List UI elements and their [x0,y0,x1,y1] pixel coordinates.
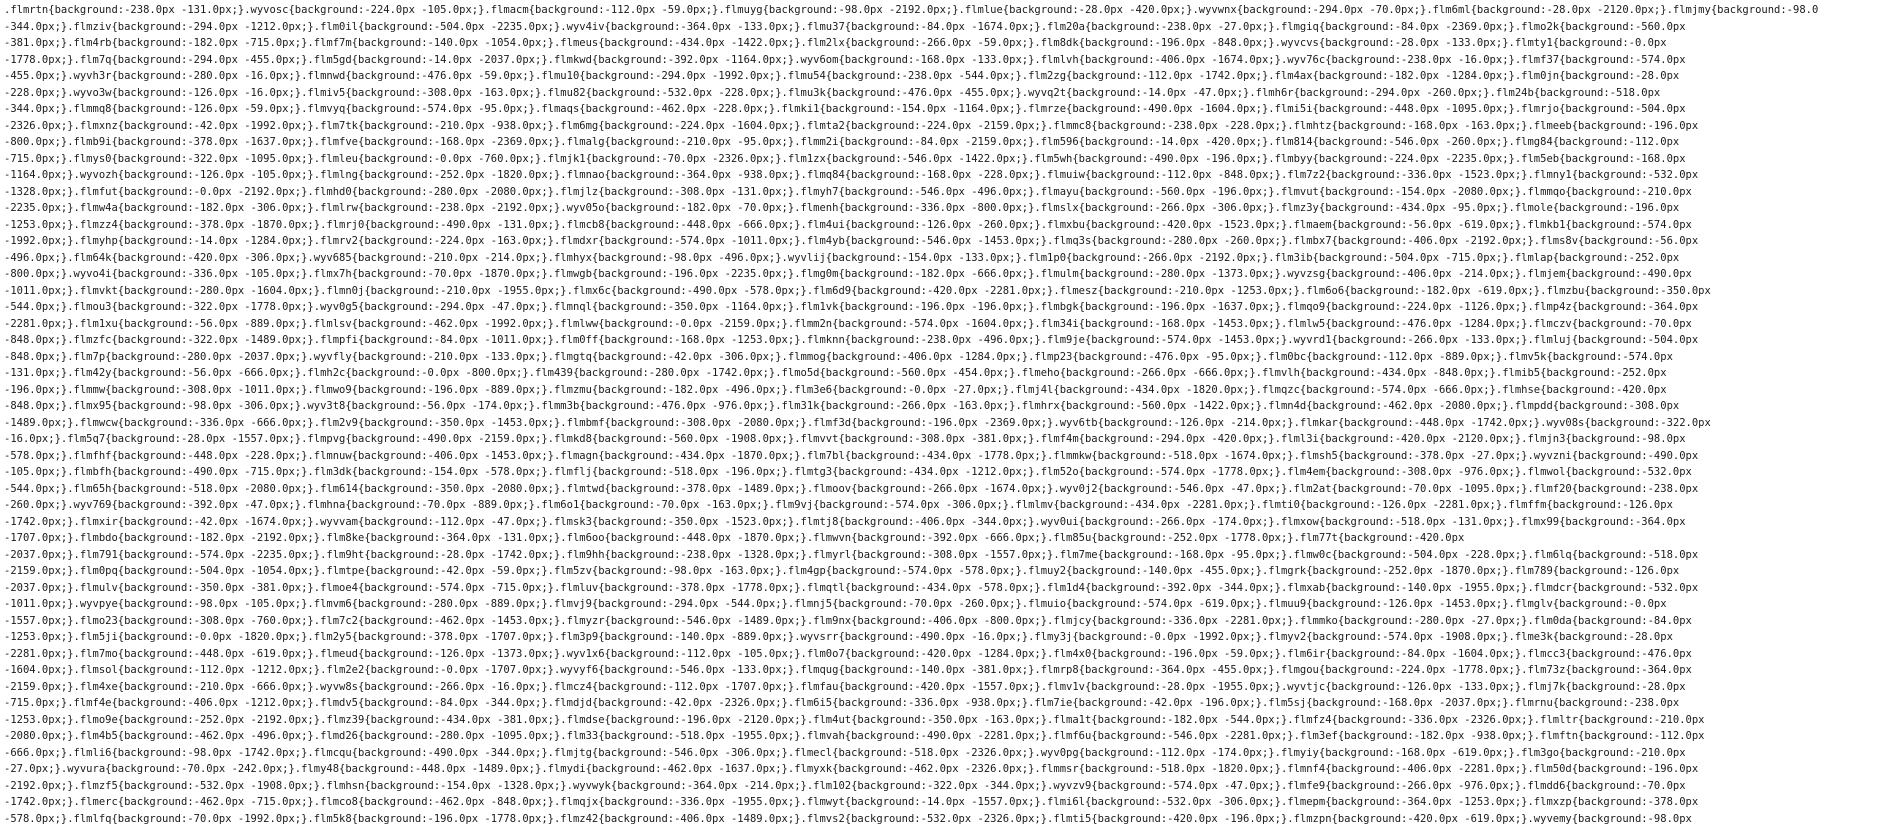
code-line: -131.0px;}.flm42y{background:-56.0px -666.0px;}.flmh2c{background:-0.0px -800.0px;}.flm439{background:-280.0px -1742.0px;}.flmo5d{background:-560.0px -454.0px;}.flmeho{background:-266.0px -666.0px;}.flmvlh{background:-434.0px -848.0px;}.flmib5{background:-252.0px [4,365,1878,382]
code-line: -1489.0px;}.flmwcw{background:-336.0px -666.0px;}.flm2v9{background:-350.0px -1453.0px;}.flmbmf{background:-308.0px -2080.0px;}.flmf3d{background:-196.0px -2369.0px;}.wyv6tb{background:-126.0px -214.0px;}.flmkar{background:-448.0px -1742.0px;}.wyv08s{background:-322.0px [4,415,1878,432]
code-line: -544.0px;}.flm65h{background:-518.0px -2080.0px;}.flm614{background:-350.0px -2080.0px;}.flmtwd{background:-378.0px -1489.0px;}.flmoov{background:-266.0px -1674.0px;}.wyv0j2{background:-546.0px -47.0px;}.flm2at{background:-70.0px -1095.0px;}.flmf20{background:-238.0px [4,481,1878,498]
code-line: -496.0px;}.flm64k{background:-420.0px -306.0px;}.wyv685{background:-210.0px -214.0px;}.flmhyx{background:-98.0px -496.0px;}.wyvlij{background:-154.0px -133.0px;}.flm1p0{background:-266.0px -2192.0px;}.flm3ib{background:-504.0px -715.0px;}.flmlap{background:-252.0px [4,250,1878,267]
code-line: -1253.0px;}.flmzz4{background:-378.0px -1870.0px;}.flmrj0{background:-490.0px -131.0px;}.flmcb8{background:-448.0px -666.0px;}.flm4ui{background:-126.0px -260.0px;}.flmxbu{background:-420.0px -1523.0px;}.flmaem{background:-56.0px -619.0px;}.flmkb1{background:-574.0px [4,217,1878,234]
code-line: -344.0px;}.flmziv{background:-294.0px -1212.0px;}.flm0il{background:-504.0px -2235.0px;}.wyv4iv{background:-364.0px -133.0px;}.flmu37{background:-84.0px -1674.0px;}.flm20a{background:-238.0px -27.0px;}.flmgiq{background:-84.0px -2369.0px;}.flmo2k{background:-560.0px [4,19,1878,36]
code-line: -578.0px;}.flmlfq{background:-70.0px -1992.0px;}.flm5k8{background:-196.0px -1778.0px;}.flmz42{background:-406.0px -1489.0px;}.flmvs2{background:-532.0px -2326.0px;}.flmti5{background:-420.0px -196.0px;}.flmzpn{background:-420.0px -619.0px;}.wyvemy{background:-98.0px [4,811,1878,827]
code-line: -1011.0px;}.wyvpye{background:-98.0px -105.0px;}.flmvm6{background:-280.0px -889.0px;}.flmvj9{background:-294.0px -544.0px;}.flmnj5{background:-70.0px -260.0px;}.flmuio{background:-574.0px -619.0px;}.flmuu9{background:-126.0px -1453.0px;}.flmglv{background:-0.0px [4,596,1878,613]
code-line: -260.0px;}.wyv769{background:-392.0px -47.0px;}.flmhna{background:-70.0px -889.0px;}.flm6o1{background:-70.0px -163.0px;}.flm9vj{background:-574.0px -306.0px;}.flmlmv{background:-434.0px -2281.0px;}.flmti0{background:-126.0px -2281.0px;}.flmffm{background:-126.0px [4,497,1878,514]
code-line: -578.0px;}.flmfhf{background:-448.0px -228.0px;}.flmnuw{background:-406.0px -1453.0px;}.flmagn{background:-434.0px -1870.0px;}.flm7bl{background:-434.0px -1778.0px;}.flmmkw{background:-518.0px -1674.0px;}.flmsh5{background:-378.0px -27.0px;}.wyvzni{background:-490.0px [4,448,1878,465]
code-line: -2037.0px;}.flm791{background:-574.0px -2235.0px;}.flm9ht{background:-28.0px -1742.0px;}.flm9hh{background:-238.0px -1328.0px;}.flmyrl{background:-308.0px -1557.0px;}.flm7me{background:-168.0px -95.0px;}.flmw0c{background:-504.0px -228.0px;}.flm6lq{background:-518.0px [4,547,1878,564]
code-line: -800.0px;}.flmb9i{background:-378.0px -1637.0px;}.flmfve{background:-168.0px -2369.0px;}.flmalg{background:-210.0px -95.0px;}.flmm2i{background:-84.0px -2159.0px;}.flm596{background:-14.0px -420.0px;}.flm814{background:-546.0px -260.0px;}.flmg84{background:-112.0px [4,134,1878,151]
code-line: -2281.0px;}.flm1xu{background:-56.0px -889.0px;}.flmlsv{background:-462.0px -1992.0px;}.flmlww{background:-0.0px -2159.0px;}.flmm2n{background:-574.0px -1604.0px;}.flm34i{background:-168.0px -1453.0px;}.flmlw5{background:-476.0px -1284.0px;}.flmczv{background:-70.0px [4,316,1878,333]
code-line: -848.0px;}.flm7p{background:-280.0px -2037.0px;}.wyvfly{background:-210.0px -133.0px;}.flmgtq{background:-42.0px -306.0px;}.flmmog{background:-406.0px -1284.0px;}.flmp23{background:-476.0px -95.0px;}.flm0bc{background:-112.0px -889.0px;}.flmv5k{background:-574.0px [4,349,1878,366]
code-line: -2281.0px;}.flm7mo{background:-448.0px -619.0px;}.flmeud{background:-126.0px -1373.0px;}.wyv1x6{background:-112.0px -105.0px;}.flm0o7{background:-420.0px -1284.0px;}.flm4x0{background:-196.0px -59.0px;}.flm6ir{background:-84.0px -1604.0px;}.flmcc3{background:-476.0px [4,646,1878,663]
code-line: -455.0px;}.wyvh3r{background:-280.0px -16.0px;}.flmnwd{background:-476.0px -59.0px;}.flmu10{background:-294.0px -1992.0px;}.flmu54{background:-238.0px -544.0px;}.flm2zg{background:-112.0px -1742.0px;}.flm4ax{background:-182.0px -1284.0px;}.flm0jn{background:-28.0px [4,68,1878,85]
code-line: -1253.0px;}.flm5ji{background:-0.0px -1820.0px;}.flm2y5{background:-378.0px -1707.0px;}.flm3p9{background:-140.0px -889.0px;}.wyvsrr{background:-490.0px -16.0px;}.flmy3j{background:-0.0px -1992.0px;}.flmyv2{background:-574.0px -1908.0px;}.flme3k{background:-28.0px [4,629,1878,646]
code-line: -800.0px;}.wyvo4i{background:-336.0px -105.0px;}.flmx7h{background:-70.0px -1870.0px;}.flmwgb{background:-196.0px -2235.0px;}.flmg0m{background:-182.0px -666.0px;}.flmulm{background:-280.0px -1373.0px;}.wyvzsg{background:-406.0px -214.0px;}.flmjem{background:-490.0px [4,266,1878,283]
code-line: -2326.0px;}.flmxnz{background:-42.0px -1992.0px;}.flm7tk{background:-210.0px -938.0px;}.flm6mg{background:-224.0px -1604.0px;}.flmta2{background:-224.0px -2159.0px;}.flmmc8{background:-238.0px -228.0px;}.flmhtz{background:-168.0px -163.0px;}.flmeeb{background:-196.0px [4,118,1878,135]
code-line: -544.0px;}.flmou3{background:-322.0px -1778.0px;}.wyv0g5{background:-294.0px -47.0px;}.flmnql{background:-350.0px -1164.0px;}.flm1vk{background:-196.0px -196.0px;}.flmbgk{background:-196.0px -1637.0px;}.flmqo9{background:-224.0px -1126.0px;}.flmp4z{background:-364.0px [4,299,1878,316]
code-line: -2235.0px;}.flmw4a{background:-182.0px -306.0px;}.flmlrw{background:-238.0px -2192.0px;}.wyv05o{background:-182.0px -70.0px;}.flmenh{background:-336.0px -800.0px;}.flmslx{background:-266.0px -306.0px;}.flmz3y{background:-434.0px -95.0px;}.flmole{background:-196.0px [4,200,1878,217]
code-line: -2080.0px;}.flm4b5{background:-462.0px -496.0px;}.flmd26{background:-280.0px -1095.0px;}.flm33{background:-518.0px -1955.0px;}.flmvah{background:-490.0px -2281.0px;}.flmf6u{background:-546.0px -2281.0px;}.flm3ef{background:-182.0px -938.0px;}.flmftn{background:-112.0px [4,728,1878,745]
code-line: -715.0px;}.flmf4e{background:-406.0px -1212.0px;}.flmdv5{background:-84.0px -344.0px;}.flmdjd{background:-42.0px -2326.0px;}.flm6i5{background:-336.0px -938.0px;}.flm7ie{background:-42.0px -196.0px;}.flm5sj{background:-168.0px -2037.0px;}.flmrnu{background:-238.0px [4,695,1878,712]
code-line: -1604.0px;}.flmsol{background:-112.0px -1212.0px;}.flm2e2{background:-0.0px -1707.0px;}.wyvyf6{background:-546.0px -133.0px;}.flmqug{background:-140.0px -381.0px;}.flmrp8{background:-364.0px -455.0px;}.flmgou{background:-224.0px -1778.0px;}.flm73z{background:-364.0px [4,662,1878,679]
code-line: -2159.0px;}.flm4xe{background:-210.0px -666.0px;}.wyvw8s{background:-266.0px -16.0px;}.flmcz4{background:-112.0px -1707.0px;}.flmfau{background:-420.0px -1557.0px;}.flmv1v{background:-28.0px -1955.0px;}.wyvtjc{background:-126.0px -133.0px;}.flmj7k{background:-28.0px [4,679,1878,696]
code-line: -105.0px;}.flmbfh{background:-490.0px -715.0px;}.flm3dk{background:-154.0px -578.0px;}.flmflj{background:-518.0px -196.0px;}.flmtg3{background:-434.0px -1212.0px;}.flm52o{background:-574.0px -1778.0px;}.flm4em{background:-308.0px -976.0px;}.flmwol{background:-532.0px [4,464,1878,481]
code-line: -848.0px;}.flmx95{background:-98.0px -306.0px;}.wyv3t8{background:-56.0px -174.0px;}.flmm3b{background:-476.0px -976.0px;}.flm31k{background:-266.0px -163.0px;}.flmhrx{background:-560.0px -1422.0px;}.flmn4d{background:-462.0px -2080.0px;}.flmpdd{background:-308.0px [4,398,1878,415]
code-line: -381.0px;}.flm4rb{background:-182.0px -715.0px;}.flmf7m{background:-140.0px -1054.0px;}.flmeus{background:-434.0px -1422.0px;}.flm2lx{background:-266.0px -59.0px;}.flm8dk{background:-196.0px -848.0px;}.wyvcvs{background:-28.0px -133.0px;}.flmty1{background:-0.0px [4,35,1878,52]
code-line: .flmrtn{background:-238.0px -131.0px;}.wyvosc{background:-224.0px -105.0px;}.flmacm{background:-112.0px -59.0px;}.flmuyg{background:-98.0px -2192.0px;}.flmlue{background:-28.0px -420.0px;}.wyvwnx{background:-294.0px -70.0px;}.flm6ml{background:-28.0px -2120.0px;}.flmjmy{background:-98.0 [4,2,1878,19]
code-line: -715.0px;}.flmys0{background:-322.0px -1095.0px;}.flmleu{background:-0.0px -760.0px;}.flmjk1{background:-70.0px -2326.0px;}.flm1zx{background:-546.0px -1422.0px;}.flm5wh{background:-490.0px -196.0px;}.flmbyy{background:-224.0px -2235.0px;}.flm5eb{background:-168.0px [4,151,1878,168]
code-line: -344.0px;}.flmmq8{background:-126.0px -59.0px;}.flmvyq{background:-574.0px -95.0px;}.flmaqs{background:-462.0px -228.0px;}.flmki1{background:-154.0px -1164.0px;}.flmrze{background:-490.0px -1604.0px;}.flmi5i{background:-448.0px -1095.0px;}.flmrjo{background:-504.0px [4,101,1878,118]
code-line: -27.0px;}.wyvura{background:-70.0px -242.0px;}.flmy48{background:-448.0px -1489.0px;}.flmydi{background:-462.0px -1637.0px;}.flmyxk{background:-462.0px -2326.0px;}.flmmsr{background:-518.0px -1820.0px;}.flmnf4{background:-406.0px -2281.0px;}.flm50d{background:-196.0px [4,761,1878,778]
code-line: -228.0px;}.wyvo3w{background:-126.0px -16.0px;}.flmiv5{background:-308.0px -163.0px;}.flmu82{background:-532.0px -228.0px;}.flmu3k{background:-476.0px -455.0px;}.wyvq2t{background:-14.0px -47.0px;}.flmh6r{background:-294.0px -260.0px;}.flm24b{background:-518.0px [4,85,1878,102]
code-line: -1011.0px;}.flmvkt{background:-280.0px -1604.0px;}.flmn0j{background:-210.0px -1955.0px;}.flmx6c{background:-490.0px -578.0px;}.flm6d9{background:-420.0px -2281.0px;}.flmesz{background:-210.0px -1253.0px;}.flm6o6{background:-182.0px -619.0px;}.flmzbu{background:-350.0px [4,283,1878,300]
code-line: -16.0px;}.flm5q7{background:-28.0px -1557.0px;}.flmpvg{background:-490.0px -2159.0px;}.flmkd8{background:-560.0px -1908.0px;}.flmvvt{background:-308.0px -381.0px;}.flmf4m{background:-294.0px -420.0px;}.flml3i{background:-420.0px -2120.0px;}.flmjn3{background:-98.0px [4,431,1878,448]
code-line: -1742.0px;}.flmerc{background:-462.0px -715.0px;}.flmco8{background:-462.0px -848.0px;}.flmqjx{background:-336.0px -1955.0px;}.flmwyt{background:-14.0px -1557.0px;}.flmi6l{background:-532.0px -306.0px;}.flmepm{background:-364.0px -1253.0px;}.flmxzp{background:-378.0px [4,794,1878,811]
code-line: -1778.0px;}.flm7q{background:-294.0px -455.0px;}.flm5gd{background:-14.0px -2037.0px;}.flmkwd{background:-392.0px -1164.0px;}.wyv6om{background:-168.0px -133.0px;}.flmlvh{background:-406.0px -1674.0px;}.wyv76c{background:-238.0px -16.0px;}.flmf37{background:-574.0px [4,52,1878,69]
code-line: -1328.0px;}.flmfut{background:-0.0px -2192.0px;}.flmhd0{background:-280.0px -2080.0px;}.flmjlz{background:-308.0px -131.0px;}.flmyh7{background:-546.0px -496.0px;}.flmayu{background:-560.0px -196.0px;}.flmvut{background:-154.0px -2080.0px;}.flmmqo{background:-210.0px [4,184,1878,201]
code-line: -666.0px;}.flmli6{background:-98.0px -1742.0px;}.flmcqu{background:-490.0px -344.0px;}.flmjtg{background:-546.0px -306.0px;}.flmecl{background:-518.0px -2326.0px;}.wyv0pg{background:-112.0px -174.0px;}.flmyiy{background:-168.0px -619.0px;}.flm3go{background:-210.0px [4,745,1878,762]
code-line: -1557.0px;}.flmo23{background:-308.0px -760.0px;}.flm7c2{background:-462.0px -1453.0px;}.flmyzr{background:-546.0px -1489.0px;}.flm9nx{background:-406.0px -800.0px;}.flmjcy{background:-336.0px -2281.0px;}.flmmko{background:-280.0px -27.0px;}.flm0da{background:-84.0px [4,613,1878,630]
code-line: -2037.0px;}.flmulv{background:-350.0px -381.0px;}.flmoe4{background:-574.0px -715.0px;}.flmluv{background:-378.0px -1778.0px;}.flmqtl{background:-434.0px -578.0px;}.flm1d4{background:-392.0px -344.0px;}.flmxab{background:-140.0px -1955.0px;}.flmdcr{background:-532.0px [4,580,1878,597]
code-line: -848.0px;}.flmzfc{background:-322.0px -1489.0px;}.flmpfi{background:-84.0px -1011.0px;}.flm0ff{background:-168.0px -1253.0px;}.flmknn{background:-238.0px -496.0px;}.flm9je{background:-574.0px -1453.0px;}.wyvrd1{background:-266.0px -133.0px;}.flmluj{background:-504.0px [4,332,1878,349]
code-line: -196.0px;}.flmmw{background:-308.0px -1011.0px;}.flmwo9{background:-196.0px -889.0px;}.flmzmu{background:-182.0px -496.0px;}.flm3e6{background:-0.0px -27.0px;}.flmj4l{background:-434.0px -1820.0px;}.flmqzc{background:-574.0px -666.0px;}.flmhse{background:-420.0px [4,382,1878,399]
code-line: -2159.0px;}.flm0pq{background:-504.0px -1054.0px;}.flmtpe{background:-42.0px -59.0px;}.flm5zv{background:-98.0px -163.0px;}.flm4gp{background:-574.0px -578.0px;}.flmuy2{background:-140.0px -455.0px;}.flmgrk{background:-252.0px -1870.0px;}.flm789{background:-126.0px [4,563,1878,580]
code-line: -1742.0px;}.flmxir{background:-42.0px -1674.0px;}.wyvvam{background:-112.0px -47.0px;}.flmsk3{background:-350.0px -1523.0px;}.flmtj8{background:-406.0px -344.0px;}.wyv0ui{background:-266.0px -174.0px;}.flmxow{background:-518.0px -131.0px;}.flmx99{background:-364.0px [4,514,1878,531]
code-line: -1164.0px;}.wyvozh{background:-126.0px -105.0px;}.flmlng{background:-252.0px -1820.0px;}.flmnao{background:-364.0px -938.0px;}.flmq84{background:-168.0px -228.0px;}.flmuiw{background:-112.0px -848.0px;}.flm7z2{background:-336.0px -1523.0px;}.flmny1{background:-532.0px [4,167,1878,184]
code-line: -1707.0px;}.flmbdo{background:-182.0px -2192.0px;}.flm8ke{background:-364.0px -131.0px;}.flm6oo{background:-448.0px -1870.0px;}.flmwvn{background:-392.0px -666.0px;}.flm85u{background:-252.0px -1778.0px;}.flm77t{background:-420.0px [4,530,1878,547]
code-line: -1992.0px;}.flmyhp{background:-14.0px -1284.0px;}.flmrv2{background:-224.0px -163.0px;}.flmdxr{background:-574.0px -1011.0px;}.flm4yb{background:-546.0px -1453.0px;}.flmq3s{background:-280.0px -260.0px;}.flmbx7{background:-406.0px -2192.0px;}.flms8v{background:-56.0px [4,233,1878,250]
code-line: -2192.0px;}.flmzf5{background:-532.0px -1908.0px;}.flmhsn{background:-154.0px -1328.0px;}.wyvwyk{background:-364.0px -214.0px;}.flm102{background:-322.0px -344.0px;}.wyvzv9{background:-574.0px -47.0px;}.flmfe9{background:-266.0px -976.0px;}.flmdd6{background:-70.0px [4,778,1878,795]
code-line: -1253.0px;}.flmo9e{background:-252.0px -2192.0px;}.flmz39{background:-434.0px -381.0px;}.flmdse{background:-196.0px -2120.0px;}.flm4ut{background:-350.0px -163.0px;}.flma1t{background:-182.0px -544.0px;}.flmfz4{background:-336.0px -2326.0px;}.flmltr{background:-210.0px [4,712,1878,729]
